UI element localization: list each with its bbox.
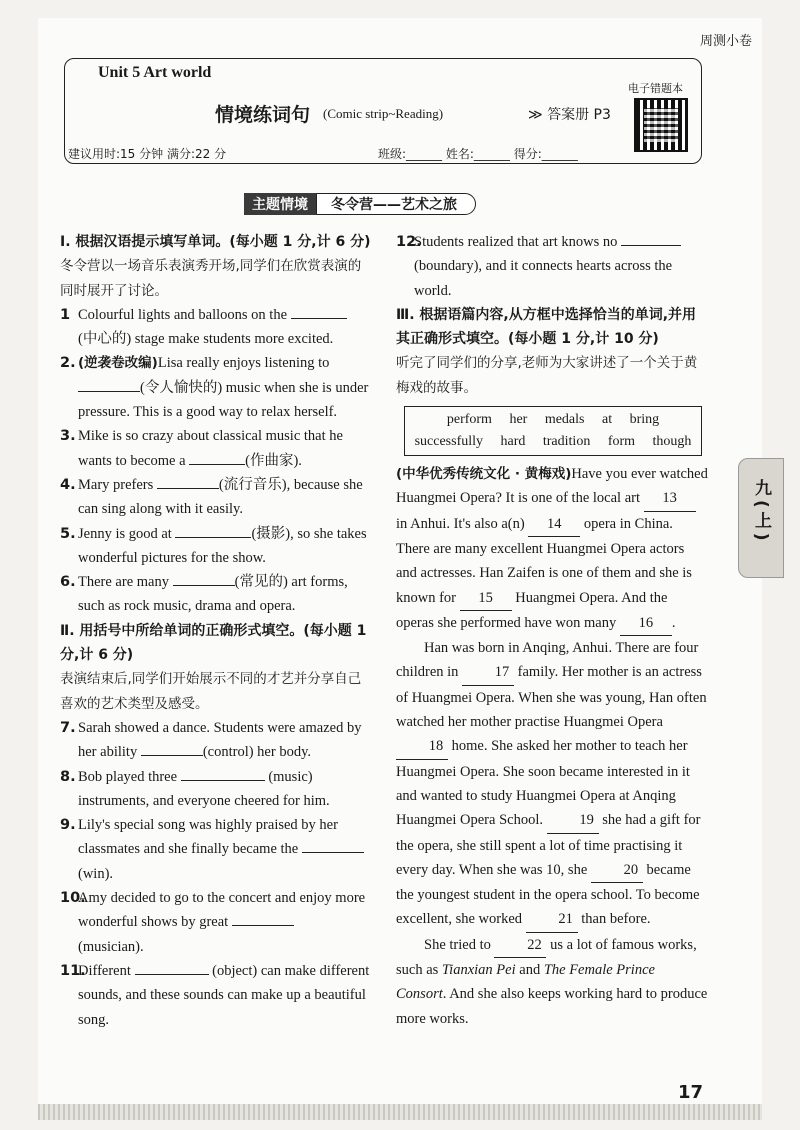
blank-16[interactable]: 16: [620, 611, 672, 636]
section-3-title: Ⅲ. 根据语篇内容,从方框中选择恰当的单词,并用其正确形式填空。(每小题 1 分,计 10 分): [396, 306, 697, 348]
answer-blank[interactable]: [78, 377, 140, 392]
page-number: 17: [678, 1082, 704, 1103]
question-5: 5. Jenny is good at (摄影), so she takes wonderful pictures for the show.: [60, 522, 374, 571]
blank-19[interactable]: 19: [547, 808, 599, 833]
blank-13[interactable]: 13: [644, 486, 696, 511]
blank-18[interactable]: 18: [396, 734, 448, 759]
word-box-row: successfully hard tradition form though: [414, 434, 692, 450]
question-9: 9. Lily's special song was highly praised by her classmates and she finally became the (win).: [60, 813, 374, 886]
question-8: 8. Bob played three (music) instruments, and everyone cheered for him.: [60, 765, 374, 814]
answer-blank[interactable]: [141, 741, 203, 756]
question-3: 3. Mike is so crazy about classical music that he wants to become a (作曲家).: [60, 428, 343, 469]
blank-22[interactable]: 22: [494, 933, 546, 958]
answer-reference: ≫ 答案册 P3: [528, 107, 611, 123]
student-info-fields: 班级:______ 姓名:______ 得分:______: [378, 147, 578, 161]
section-3-intro: 听完了同学们的分享,老师为大家讲述了一个关于黄梅戏的故事。: [396, 355, 698, 396]
answer-blank[interactable]: [621, 231, 681, 246]
passage-paragraph-3: She tried to 22 us a lot of famous works, such as Tianxian Pei and The Female Prince Consort. And she also keeps working hard to produce more works.: [396, 933, 708, 1031]
blank-21[interactable]: 21: [526, 907, 578, 932]
blank-20[interactable]: 20: [591, 858, 643, 883]
passage-paragraph-2: Han was born in Anqing, Anhui. There are four children in 17 family. Her mother is an actress of Huangmei Opera. When she was young, Han often watched her mother practise Huangmei Opera 18 home. She asked her mother to teach her Huangmei Opera. She soon became interested in it and wanted to study Huangmei Opera at Anqing Huangmei Opera School. 19 she had a gift for the opera, she still spent a lot of time practising it every day. When she was 10, she 20 became the youngest student in the opera school. To become excellent, she worked 21 than before.: [396, 636, 708, 933]
left-column: [60, 230, 374, 1032]
blank-15[interactable]: 15: [460, 586, 512, 611]
blank-17[interactable]: 17: [462, 660, 514, 685]
qr-label: 电子错题本: [628, 82, 683, 95]
word-box-row: perform her medals at bring: [446, 412, 660, 428]
answer-blank[interactable]: [181, 766, 265, 781]
section-title: 情境练词句: [215, 104, 311, 126]
section-2-title: Ⅱ. 用括号中所给单词的正确形式填空。(每小题 1 分,计 6 分): [60, 622, 367, 664]
question-10: 10.Amy decided to go to the concert and enjoy more wonderful shows by great (musician).: [60, 890, 366, 955]
grade-side-tab: 九(上): [738, 458, 784, 578]
word-box: [404, 406, 702, 456]
section-2-intro: 表演结束后,同学们开始展示不同的才艺并分享自己喜欢的艺术类型及感受。: [60, 671, 362, 712]
passage-paragraph-1: (中华优秀传统文化 · 黄梅戏)Have you ever watched Huangmei Opera? It is one of the local art 13 in Anhui. It's also a(n) 14 opera in China. There are many excellent Huangmei Opera actors and actresses. Han Zaifen is one of them and she is known for 15 Huangmei Opera. And the operas she performed have won many 16 .: [396, 462, 708, 636]
section-1-title: Ⅰ. 根据汉语提示填写单词。(每小题 1 分,计 6 分): [60, 234, 371, 250]
right-column: [396, 230, 708, 1031]
answer-blank[interactable]: [189, 450, 245, 465]
answer-blank[interactable]: [157, 474, 219, 489]
theme-banner: [244, 193, 476, 215]
unit-title: Unit 5 Art world: [92, 64, 217, 82]
question-6: 6. There are many (常见的) art forms, such as rock music, drama and opera.: [60, 570, 374, 619]
corner-label: 周测小卷: [699, 34, 752, 49]
section-subtitle: (Comic strip~Reading): [323, 106, 444, 121]
question-1: 1 Colourful lights and balloons on the (中心的) stage make students more excited.: [60, 303, 374, 352]
question-2: 2. (逆袭卷改编)Lisa really enjoys listening to (令人愉快的) music when she is under pressure. This is a good way to relax herself.: [60, 355, 369, 421]
question-11: 11.Different (object) can make different sounds, and these sounds can make up a beautiful song.: [60, 959, 374, 1032]
answer-blank[interactable]: [232, 911, 294, 926]
question-12: 12.Students realized that art knows no (boundary), and it connects hearts across the world.: [396, 230, 708, 303]
blank-14[interactable]: 14: [528, 512, 580, 537]
answer-blank[interactable]: [291, 304, 347, 319]
qr-code-icon[interactable]: [634, 98, 688, 152]
theme-tag: 主题情境: [244, 193, 316, 215]
answer-blank[interactable]: [302, 838, 364, 853]
question-4: 4. Mary prefers (流行音乐), because she can sing along with it easily.: [60, 473, 374, 522]
theme-text: 冬令营——艺术之旅: [316, 193, 476, 215]
answer-blank[interactable]: [135, 960, 209, 975]
section-1-intro: 冬令营以一场音乐表演秀开场,同学们在欣赏表演的同时展开了讨论。: [60, 258, 362, 299]
page-edge-strip: [38, 1104, 762, 1120]
culture-tag: (中华优秀传统文化 · 黄梅戏): [396, 466, 572, 483]
time-score-info: 建议用时:15 分钟 满分:22 分: [68, 147, 227, 161]
answer-blank[interactable]: [175, 523, 251, 538]
question-7: 7. Sarah showed a dance. Students were amazed by her ability (control) her body.: [60, 719, 362, 761]
answer-blank[interactable]: [173, 571, 235, 586]
